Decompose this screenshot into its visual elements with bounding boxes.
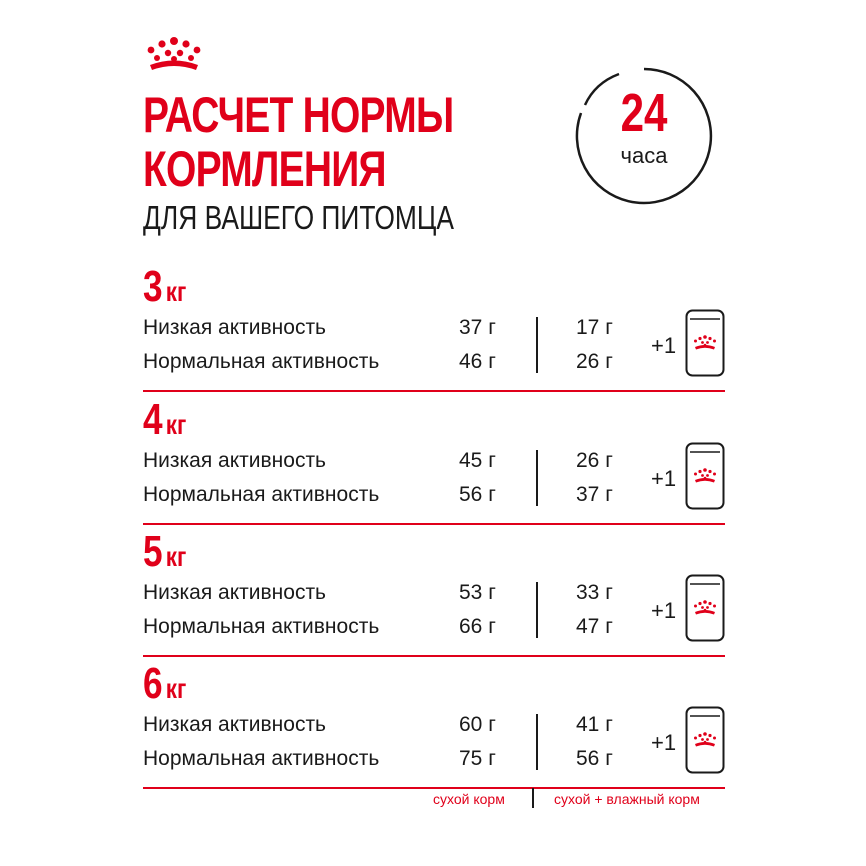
weight-label [143, 396, 186, 449]
column-divider [536, 582, 538, 638]
pouch-count: +1 [651, 466, 677, 491]
activity-normal-label: Нормальная активность [143, 747, 380, 770]
pouch-icon [685, 309, 725, 377]
section-divider [143, 787, 725, 789]
dry-food-normal: 75 г [459, 747, 496, 770]
pouch-icon [685, 574, 725, 642]
weight-value: 3 [143, 262, 163, 311]
weight-value: 6 [143, 659, 163, 708]
activity-low-label: Низкая активность [143, 316, 327, 339]
legend-mixed-food: сухой + влажный корм [554, 791, 700, 807]
dry-food-low: 60 г [459, 713, 496, 736]
activity-low-label: Низкая активность [143, 449, 327, 472]
weight-label [143, 263, 186, 316]
pouch-count: +1 [651, 598, 677, 623]
mixed-food-normal: 47 г [576, 615, 613, 638]
mixed-food-normal: 26 г [576, 350, 613, 373]
column-divider [536, 317, 538, 373]
title-line-2: КОРМЛЕНИЯ [143, 141, 386, 197]
weight-unit: кг [165, 541, 187, 572]
mixed-food-low: 41 г [576, 713, 613, 736]
weight-label [143, 660, 186, 713]
activity-low-label: Низкая активность [143, 581, 327, 604]
activity-normal-label: Нормальная активность [143, 483, 380, 506]
legend-divider [532, 788, 534, 808]
title-line-1: РАСЧЕТ НОРМЫ [143, 87, 454, 143]
section-divider [143, 523, 725, 525]
weight-unit: кг [165, 409, 187, 440]
dry-food-low: 37 г [459, 316, 496, 339]
badge-unit: часа [620, 143, 668, 168]
pouch-count: +1 [651, 730, 677, 755]
dry-food-normal: 66 г [459, 615, 496, 638]
crown-icon [142, 36, 206, 76]
weight-section-3kg [0, 263, 866, 395]
column-divider [536, 714, 538, 770]
pouch-icon [685, 442, 725, 510]
dry-food-low: 53 г [459, 581, 496, 604]
activity-normal-label: Нормальная активность [143, 350, 380, 373]
column-divider [536, 450, 538, 506]
pouch-icon [685, 706, 725, 774]
section-divider [143, 655, 725, 657]
weight-value: 5 [143, 527, 163, 576]
mixed-food-normal: 56 г [576, 747, 613, 770]
badge-number: 24 [620, 83, 668, 143]
dry-food-normal: 46 г [459, 350, 496, 373]
weight-value: 4 [143, 395, 163, 444]
activity-normal-label: Нормальная активность [143, 615, 380, 638]
weight-label [143, 528, 186, 581]
weight-section-4kg [0, 396, 866, 528]
pouch-count: +1 [651, 333, 677, 358]
mixed-food-low: 26 г [576, 449, 613, 472]
weight-section-5kg [0, 528, 866, 660]
mixed-food-normal: 37 г [576, 483, 613, 506]
subtitle: ДЛЯ ВАШЕГО ПИТОМЦА [143, 199, 454, 236]
section-divider [143, 390, 725, 392]
mixed-food-low: 17 г [576, 316, 613, 339]
24-hours-badge [573, 65, 715, 207]
weight-unit: кг [165, 276, 187, 307]
legend-dry-food: сухой корм [433, 791, 505, 807]
weight-unit: кг [165, 673, 187, 704]
mixed-food-low: 33 г [576, 581, 613, 604]
dry-food-low: 45 г [459, 449, 496, 472]
weight-section-6kg [0, 660, 866, 792]
page-title [143, 88, 453, 196]
dry-food-normal: 56 г [459, 483, 496, 506]
activity-low-label: Низкая активность [143, 713, 327, 736]
